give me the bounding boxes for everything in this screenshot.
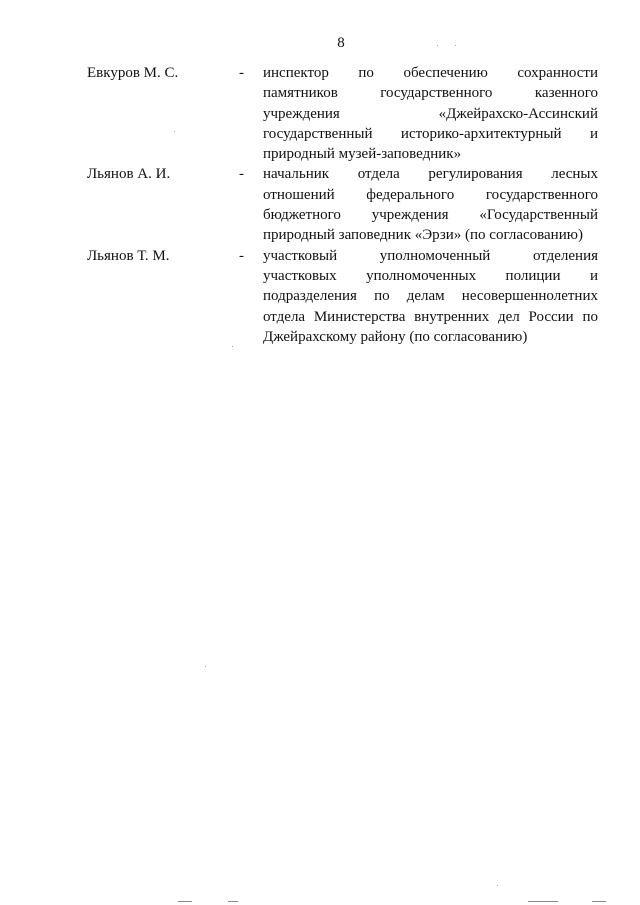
scan-speck (232, 346, 233, 347)
position-line: участковый уполномоченный отделения (263, 247, 598, 264)
dash-separator: - (239, 166, 244, 183)
dash-separator: - (239, 247, 244, 264)
member-name: Евкуров М. С. (87, 65, 179, 81)
position-line: отношений федерального государственного (263, 186, 598, 203)
position-line: инспектор по обеспечению сохранности (263, 65, 598, 81)
scan-speck (228, 901, 238, 902)
position-line: участковых уполномоченных полиции и (263, 267, 598, 284)
members-list (0, 63, 640, 347)
scan-speck (205, 666, 206, 667)
scan-speck (174, 131, 175, 132)
position-line: отдела Министерства внутренних дел России по (263, 308, 598, 325)
position-line: природный заповедник «Эрзи» (по согласованию) (263, 227, 583, 244)
page-number: 8 (337, 35, 345, 51)
member-position (263, 164, 598, 245)
scan-speck (497, 885, 498, 886)
scan-speck (592, 901, 606, 902)
list-item-lyanov-ai (0, 164, 640, 245)
member-name: Льянов Т. М. (87, 247, 170, 264)
member-position (263, 63, 598, 164)
list-item-evkurov (0, 63, 640, 164)
position-line: начальник отдела регулирования лесных (263, 166, 598, 183)
member-name: Льянов А. И. (87, 166, 171, 183)
list-item-lyanov-tm (0, 246, 640, 347)
scan-speck (178, 901, 192, 902)
position-line: подразделения по делам несовершеннолетних (263, 288, 598, 305)
position-line: учреждения «Джейрахско-Ассинский (263, 105, 598, 122)
member-position (263, 246, 598, 347)
position-line: государственный историко-архитектурный и (263, 125, 598, 142)
position-line: Джейрахскому району (по согласованию) (263, 328, 528, 345)
dash-separator: - (239, 65, 244, 81)
position-line: бюджетного учреждения «Государственный (263, 207, 598, 224)
scan-speck (528, 901, 558, 902)
scan-speck (437, 45, 438, 46)
position-line: памятников государственного казенного (263, 85, 598, 102)
scan-speck (455, 45, 456, 46)
position-line: природный музей-заповедник» (263, 146, 462, 163)
